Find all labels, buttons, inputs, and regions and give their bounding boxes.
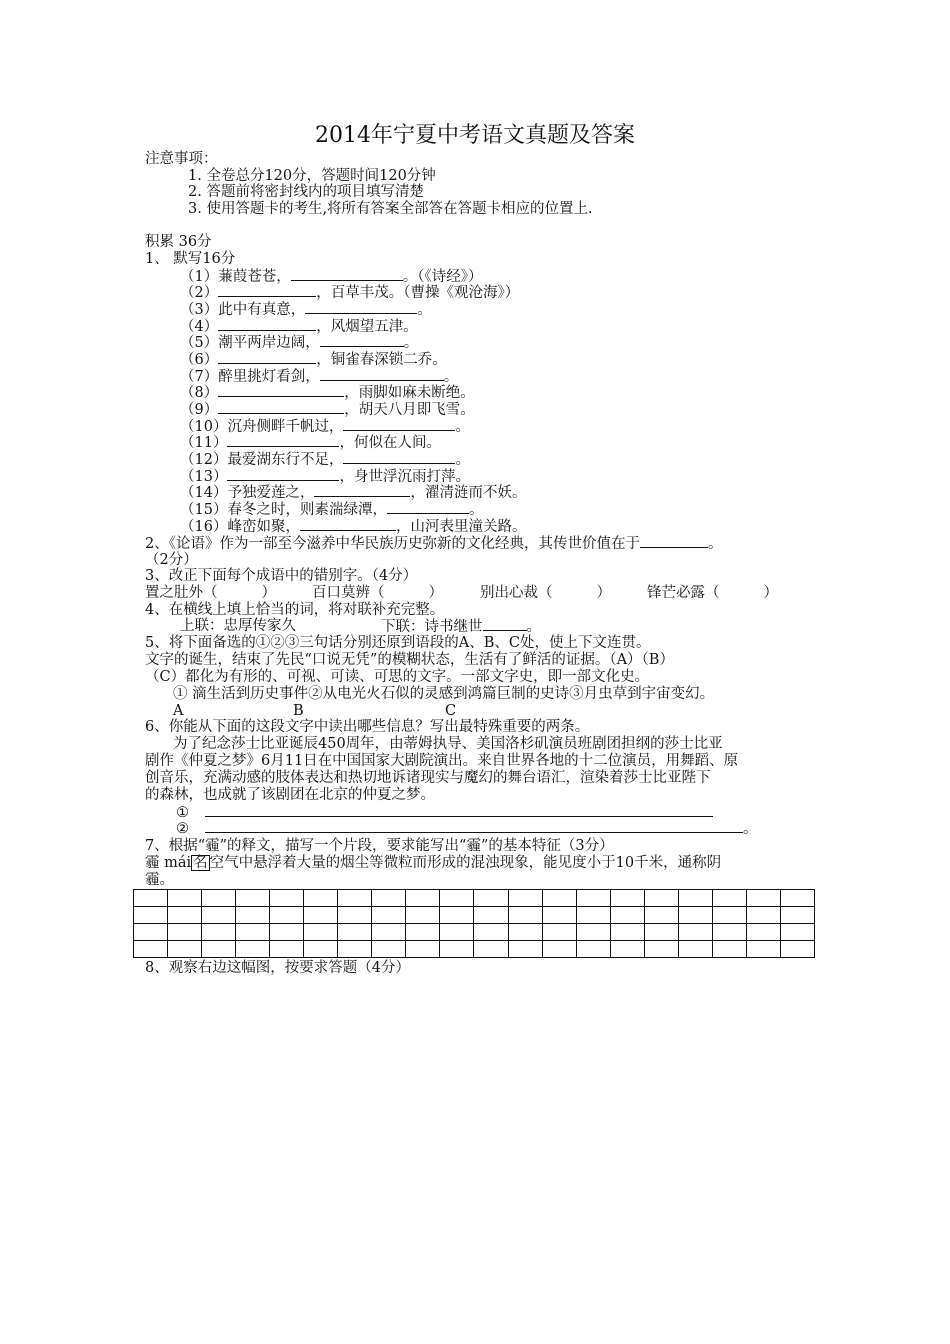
idiom-close: ） (596, 585, 611, 601)
question-2-score: （2分） (145, 552, 198, 568)
idiom-close: ） (763, 585, 778, 601)
line-prompt: 。 (455, 452, 470, 468)
grid-row (134, 924, 815, 941)
answer-blank[interactable] (218, 284, 316, 297)
question-5-passage: 文字的诞生，结束了先民“口说无凭”的模糊状态，生活有了鲜活的证据。（A）（B） (145, 652, 674, 668)
line-prompt: 此中有真意， (218, 302, 306, 318)
grid-cell[interactable] (712, 907, 746, 924)
definition-text: 空气中悬浮着大量的烟尘等微粒而形成的混浊现象，能见度小于10千米，通称阴 (209, 855, 722, 871)
grid-cell[interactable] (270, 941, 304, 958)
grid-cell[interactable] (440, 890, 474, 907)
grid-cell[interactable] (474, 924, 508, 941)
answer-blank[interactable] (387, 501, 469, 514)
grid-cell[interactable] (644, 941, 678, 958)
grid-cell[interactable] (372, 941, 406, 958)
answer-blank[interactable] (300, 518, 396, 531)
line-prompt: ，铜雀春深锁二乔。 (316, 352, 447, 368)
answer-blank[interactable] (218, 401, 344, 414)
question-7-definition (145, 855, 721, 872)
answer-marker: ① (176, 805, 189, 821)
question-5-heading: 5、将下面备选的①②③三句话分别还原到语段的A、B、C处，使上下文连贯。 (145, 635, 651, 651)
answer-blank[interactable] (305, 301, 417, 314)
grid-cell[interactable] (304, 907, 338, 924)
idiom-item (312, 585, 443, 602)
line-number: （4） (180, 319, 219, 335)
grid-cell[interactable] (236, 924, 270, 941)
grid-cell[interactable] (678, 924, 712, 941)
grid-cell[interactable] (168, 890, 202, 907)
grid-cell[interactable] (508, 924, 542, 941)
recite-line (180, 484, 526, 502)
grid-cell[interactable] (236, 907, 270, 924)
answer-blank[interactable] (205, 804, 713, 817)
grid-cell[interactable] (338, 924, 372, 941)
idiom-close: ） (261, 585, 276, 601)
answer-blank[interactable] (320, 334, 404, 347)
grid-cell[interactable] (168, 941, 202, 958)
grid-cell[interactable] (780, 907, 814, 924)
grid-cell[interactable] (406, 924, 440, 941)
grid-cell[interactable] (712, 890, 746, 907)
grid-cell[interactable] (746, 907, 780, 924)
grid-cell[interactable] (508, 890, 542, 907)
grid-cell[interactable] (304, 890, 338, 907)
line-number: （5） (180, 335, 219, 351)
question-1-heading: 1、 默写16分 (145, 251, 236, 267)
grid-cell[interactable] (270, 924, 304, 941)
idiom-item (145, 585, 276, 602)
recite-line (180, 434, 441, 452)
line-number: （8） (180, 385, 219, 401)
couplet-down-text: 下联：诗书继世 (381, 619, 483, 635)
grid-cell[interactable] (134, 907, 168, 924)
line-number: （9） (180, 402, 219, 418)
line-prompt: 予独爱莲之， (227, 485, 315, 501)
line-prompt: 春冬之时，则素湍绿潭， (227, 502, 387, 518)
grid-cell[interactable] (780, 890, 814, 907)
answer-blank[interactable] (227, 434, 339, 447)
grid-cell[interactable] (304, 941, 338, 958)
line-prompt: ，百草丰茂。（曹操《观沧海》） (316, 285, 520, 301)
line-number: （15） (180, 502, 228, 518)
line-number: （13） (180, 469, 228, 485)
answer-blank[interactable] (227, 468, 339, 481)
grid-cell[interactable] (610, 924, 644, 941)
answer-label-b: B (293, 703, 304, 719)
line-prompt: 醉里挑灯看剑， (218, 369, 320, 385)
grid-cell[interactable] (576, 941, 610, 958)
question-6-passage: 为了纪念莎士比亚诞辰450周年，由蒂姆执导、美国洛杉矶演员班剧团担纲的莎士比亚 (173, 736, 723, 752)
answer-marker: ② (176, 821, 189, 837)
answer-line-2 (176, 820, 758, 838)
idiom-text: 别出心裁（ (480, 585, 553, 601)
question-6-passage: 剧作《仲夏之梦》6月11日在中国国家大剧院演出。来自世界各地的十二位演员，用舞蹈、原 (145, 753, 739, 769)
idiom-text: 锋芒必露（ (647, 585, 720, 601)
couplet-up: 上联：忠厚传家久 (180, 618, 296, 634)
question-8-heading: 8、观察右边这幅图，按要求答题（4分） (145, 960, 410, 976)
line-number: （12） (180, 452, 228, 468)
couplet-end: 。 (526, 619, 541, 635)
question-5-passage: （C）都化为有形的、可视、可读、可思的文字。一部文字史，即一部文化史。 (145, 669, 650, 685)
notes-heading: 注意事项： (145, 151, 218, 167)
line-number: （6） (180, 352, 219, 368)
grid-cell[interactable] (746, 890, 780, 907)
recite-line (180, 501, 483, 519)
grid-row (134, 907, 815, 924)
grid-cell[interactable] (168, 907, 202, 924)
grid-row (134, 890, 815, 907)
recite-line (180, 518, 526, 536)
grid-cell[interactable] (474, 941, 508, 958)
line-number: （1） (180, 269, 219, 285)
question-5-options: ① 滴生活到历史事件②从电光火石似的灵感到鸿篇巨制的史诗③月虫草到宇宙变幻。 (173, 686, 715, 702)
grid-cell[interactable] (610, 890, 644, 907)
question-6-passage: 创音乐，充满动感的肢体表达和热切地诉诸现实与魔幻的舞台语汇，渲染着莎士比亚陛下 (145, 770, 711, 786)
grid-cell[interactable] (406, 941, 440, 958)
grid-cell[interactable] (270, 890, 304, 907)
grid-cell[interactable] (372, 924, 406, 941)
line-prompt: 峰峦如聚， (227, 519, 300, 535)
grid-cell[interactable] (202, 890, 236, 907)
grid-cell[interactable] (576, 924, 610, 941)
recite-line (180, 334, 418, 352)
grid-cell[interactable] (236, 890, 270, 907)
answer-end: 。 (743, 821, 758, 837)
grid-cell[interactable] (202, 941, 236, 958)
answer-blank[interactable] (343, 418, 455, 431)
grid-cell[interactable] (134, 941, 168, 958)
definition-word: 霾 mái (145, 855, 192, 871)
couplet-down (381, 618, 541, 636)
grid-cell[interactable] (678, 907, 712, 924)
grid-row (134, 941, 815, 958)
answer-blank[interactable] (483, 618, 527, 631)
grid-cell[interactable] (780, 924, 814, 941)
line-prompt: 。 (443, 369, 459, 385)
grid-cell[interactable] (644, 890, 678, 907)
line-prompt: ，山河表里潼关路。 (395, 519, 527, 535)
grid-cell[interactable] (474, 907, 508, 924)
recite-line (180, 401, 475, 419)
page-title: 2014年宁夏中考语文真题及答案 (315, 123, 635, 148)
question-2-end: 。 (707, 536, 723, 552)
grid-cell[interactable] (712, 941, 746, 958)
recite-line (180, 351, 447, 369)
line-prompt: ，胡天八月即飞雪。 (344, 402, 475, 418)
grid-cell[interactable] (542, 890, 576, 907)
line-number: （7） (180, 369, 219, 385)
grid-cell[interactable] (542, 907, 576, 924)
grid-cell[interactable] (304, 924, 338, 941)
recite-line (180, 451, 470, 469)
grid-cell[interactable] (712, 924, 746, 941)
line-prompt: 。 (468, 502, 484, 518)
line-prompt: ，濯清涟而不妖。 (410, 485, 527, 501)
line-prompt: 沉舟侧畔千帆过， (227, 419, 344, 435)
note-item: 2. 答题前将密封线内的项目填写清楚 (188, 184, 424, 200)
part-of-speech-box: 名 (193, 855, 208, 871)
grid-cell[interactable] (236, 941, 270, 958)
grid-cell[interactable] (678, 890, 712, 907)
line-prompt: 。（《诗经》） (402, 269, 483, 285)
line-prompt: 蒹葭苍苍， (218, 269, 291, 285)
grid-cell[interactable] (440, 907, 474, 924)
grid-cell[interactable] (542, 924, 576, 941)
line-prompt: ，何似在人间。 (339, 435, 441, 451)
grid-cell[interactable] (610, 907, 644, 924)
grid-cell[interactable] (440, 924, 474, 941)
grid-cell[interactable] (644, 924, 678, 941)
answer-blank[interactable] (320, 368, 444, 381)
section-heading: 积累 36分 (145, 234, 212, 250)
question-7-definition-end: 霾。 (145, 872, 174, 888)
grid-cell[interactable] (338, 907, 372, 924)
line-number: （2） (180, 285, 219, 301)
writing-grid[interactable] (133, 889, 815, 958)
answer-blank[interactable] (314, 484, 410, 497)
grid-cell[interactable] (168, 924, 202, 941)
grid-cell[interactable] (474, 890, 508, 907)
grid-cell[interactable] (576, 890, 610, 907)
recite-line (180, 284, 519, 302)
question-4-heading: 4、在横线上填上恰当的词，将对联补充完整。 (145, 602, 445, 618)
line-prompt: 。 (403, 335, 419, 351)
grid-cell[interactable] (406, 907, 440, 924)
grid-cell[interactable] (508, 941, 542, 958)
grid-cell[interactable] (644, 907, 678, 924)
grid-cell[interactable] (610, 941, 644, 958)
line-prompt: ，雨脚如麻未断绝。 (344, 385, 475, 401)
answer-blank[interactable] (343, 451, 455, 464)
grid-cell[interactable] (134, 890, 168, 907)
grid-cell[interactable] (780, 941, 814, 958)
answer-blank[interactable] (291, 268, 403, 281)
line-prompt: 潮平两岸边阔， (218, 335, 320, 351)
question-2-text: 2、《论语》作为一部至今滋养中华民族历史弥新的文化经典，其传世价值在于 (145, 536, 640, 552)
grid-cell[interactable] (338, 941, 372, 958)
line-prompt: 。 (417, 302, 432, 318)
answer-blank[interactable] (218, 351, 316, 364)
question-2 (145, 535, 722, 553)
question-3-heading: 3、改正下面每个成语中的错别字。（4分） (145, 568, 418, 584)
question-6-heading: 6、你能从下面的这段文字中读出哪些信息？写出最特殊重要的两条。 (145, 719, 590, 735)
line-number: （11） (180, 435, 228, 451)
grid-cell[interactable] (746, 924, 780, 941)
note-item: 1. 全卷总分120分，答题时间120分钟 (188, 168, 436, 184)
question-6-passage: 的森林，也成就了该剧团在北京的仲夏之梦。 (145, 787, 435, 803)
line-number: （3） (180, 302, 219, 318)
grid-cell[interactable] (508, 907, 542, 924)
grid-cell[interactable] (372, 890, 406, 907)
answer-blank[interactable] (218, 384, 344, 397)
grid-cell[interactable] (406, 890, 440, 907)
grid-cell[interactable] (202, 907, 236, 924)
grid-cell[interactable] (372, 907, 406, 924)
idiom-item (480, 585, 611, 602)
line-number: （14） (180, 485, 228, 501)
grid-cell[interactable] (678, 941, 712, 958)
grid-cell[interactable] (270, 907, 304, 924)
recite-line (180, 301, 432, 319)
recite-line (180, 384, 475, 402)
question-7-heading: 7、根据“霾”的释文，描写一个片段，要求能写出“霾”的基本特征（3分） (145, 838, 614, 854)
grid-cell[interactable] (440, 941, 474, 958)
line-number: （16） (180, 519, 228, 535)
line-prompt: ，风烟望五津。 (316, 319, 418, 335)
line-number: （10） (180, 419, 228, 435)
line-prompt: 。 (455, 419, 470, 435)
grid-cell[interactable] (338, 890, 372, 907)
grid-cell[interactable] (576, 907, 610, 924)
idiom-text: 置之肚外（ (145, 585, 218, 601)
answer-label-a: A (173, 703, 184, 719)
line-prompt: ，身世浮沉雨打萍。 (339, 469, 470, 485)
answer-blank[interactable] (205, 820, 743, 833)
note-item: 3. 使用答题卡的考生,将所有答案全部答在答题卡相应的位置上. (188, 201, 593, 217)
line-prompt: 最爱湖东行不足， (227, 452, 344, 468)
answer-label-c: C (445, 703, 457, 719)
grid-cell[interactable] (134, 924, 168, 941)
idiom-item (647, 585, 778, 602)
idiom-text: 百口莫辨（ (312, 585, 385, 601)
grid-cell[interactable] (746, 941, 780, 958)
grid-cell[interactable] (542, 941, 576, 958)
answer-blank[interactable] (640, 535, 708, 548)
idiom-close: ） (428, 585, 443, 601)
answer-blank[interactable] (218, 318, 316, 331)
grid-cell[interactable] (202, 924, 236, 941)
